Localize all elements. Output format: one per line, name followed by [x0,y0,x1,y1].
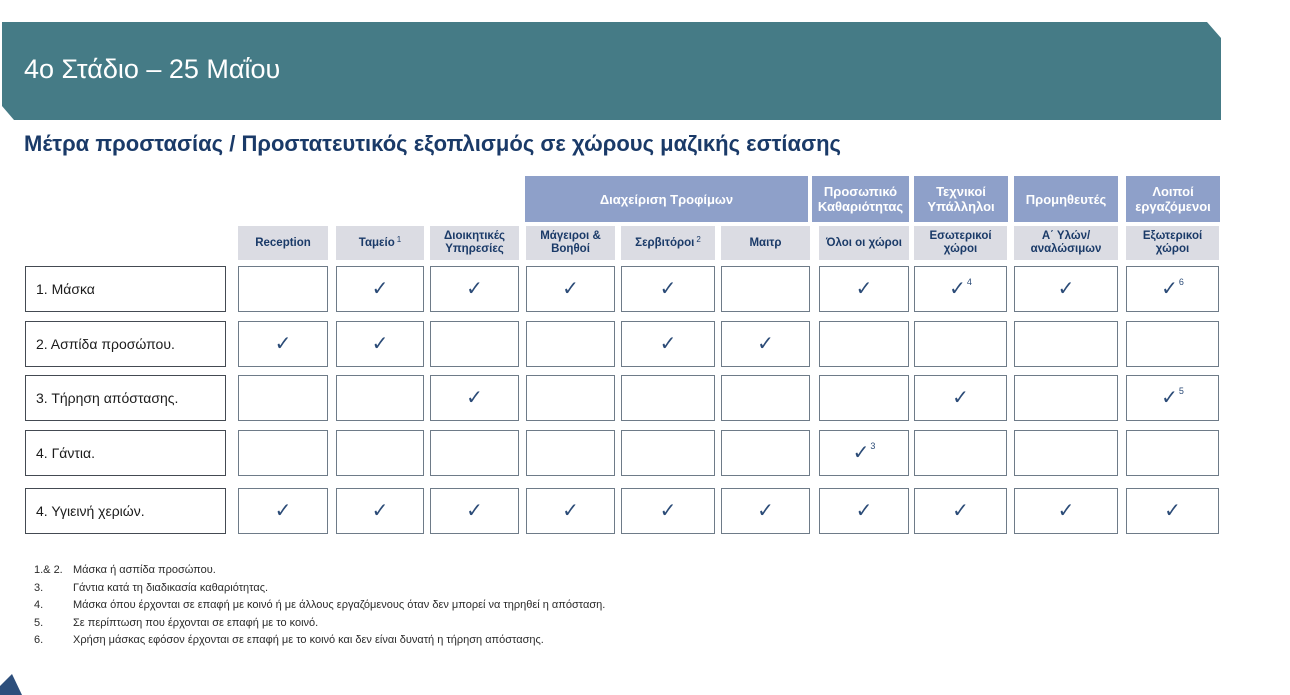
column-header [526,226,615,260]
footnote-text: Γάντια κατά τη διαδικασία καθαριότητας. [73,581,269,594]
slide-title: 4ο Στάδιο – 25 Μαΐου [24,54,281,84]
row-label: 3. Τήρηση απόστασης. [25,375,226,421]
check-icon: ✓ [466,278,483,300]
table-cell [336,321,424,367]
column-header [721,226,810,260]
column-header-label: Όλοι οι χώροι [826,236,902,249]
table-cell [1126,375,1219,421]
table-cell [819,321,909,367]
check-icon: ✓ [659,333,677,355]
check-icon: ✓ [466,387,483,409]
column-header-label: Reception [255,236,311,249]
table-cell [238,375,328,421]
footnote-text: Μάσκα όπου έρχονται σε επαφή με κοινό ή με άλλους εργαζόμενους όταν δεν μπορεί να τηρηθεί η απόσταση. [73,599,606,611]
table-cell [914,266,1007,312]
group-header-cleaning-staff: Προσωπικό Καθαριότητας [812,176,909,222]
table-cell [526,321,615,367]
check-icon: ✓ [952,387,969,409]
check-icon: ✓ [1057,500,1075,522]
footnote-ref: 2 [696,234,701,244]
table-cell [621,430,715,476]
table-cell [621,321,715,367]
table-cell [1126,266,1219,312]
table-cell [336,430,424,476]
column-header [819,226,909,260]
check-icon: ✓ [1164,500,1181,522]
table-cell [819,430,909,476]
table-cell [819,266,909,312]
check-icon: ✓ [757,333,774,355]
footnote-number: 4. [34,599,44,611]
table-cell [721,266,810,312]
group-header-technical-staff: Τεχνικοί Υπάλληλοι [914,176,1008,222]
check-icon: ✓ [659,278,677,300]
table-cell [1014,375,1118,421]
table-cell [526,375,615,421]
column-header-label: Α΄ Υλών/ αναλώσιμων [1030,230,1102,255]
check-icon: ✓ [952,500,969,522]
table-cell [1126,321,1219,367]
group-header-other-workers: Λοιποί εργαζόμενοι [1126,176,1220,222]
table-cell [721,375,810,421]
check-icon: ✓ [274,500,292,522]
footnote-text: Σε περίπτωση που έρχονται σε επαφή με το κοινό. [73,616,319,629]
table-cell [238,430,328,476]
footnote-text: Μάσκα ή ασπίδα προσώπου. [73,564,216,576]
table-cell [336,375,424,421]
footnote-number: 5. [34,616,44,629]
footnote-ref: 6 [1178,277,1184,287]
table-cell [238,266,328,312]
check-icon: ✓ [757,500,774,522]
table-cell [819,488,909,534]
column-header [1014,226,1118,260]
row-label: 4. Υγιεινή χεριών. [25,488,226,534]
footnote-ref: 4 [966,277,972,287]
check-icon: ✓ [949,278,966,300]
footnote-text: Χρήση μάσκας εφόσον έρχονται σε επαφή με το κοινό και δεν είναι δυνατή η τήρηση απόστασης. [73,634,544,646]
check-icon: ✓ [371,500,389,522]
table-cell [526,266,615,312]
table-cell [914,430,1007,476]
check-icon: ✓ [1057,278,1075,300]
table-subtitle: Μέτρα προστασίας / Προστατευτικός εξοπλισμός σε χώρους μαζικής εστίασης [24,131,841,156]
column-header-label: Εξωτερικοί χώροι [1142,230,1203,255]
table-cell [430,266,519,312]
table-cell [526,488,615,534]
column-header-label: Ταμείο [358,236,395,249]
column-header-label: Μαιτρ [749,236,782,249]
column-header [621,226,715,260]
column-header-label: Εσωτερικοί χώροι [929,230,992,255]
table-cell [914,321,1007,367]
table-cell [430,430,519,476]
table-cell [721,430,810,476]
footnote-ref: 3 [870,441,876,451]
check-icon: ✓ [1161,278,1178,300]
column-header [238,226,328,260]
table-cell [1126,488,1219,534]
table-cell [336,488,424,534]
table-cell [621,375,715,421]
check-icon: ✓ [274,333,292,355]
table-cell [1014,430,1118,476]
table-cell [430,321,519,367]
table-cell [336,266,424,312]
column-header-label: Διοικητικές Υπηρεσίες [443,230,506,255]
row-label: 2. Ασπίδα προσώπου. [25,321,226,367]
check-icon: ✓ [562,500,579,522]
table-cell [819,375,909,421]
table-cell [1126,430,1219,476]
check-icon: ✓ [659,500,677,522]
table-cell [238,321,328,367]
table-cell [238,488,328,534]
table-cell [914,488,1007,534]
footnote-number: 6. [34,634,44,646]
column-header [914,226,1007,260]
footnote-number: 3. [34,581,44,594]
table-cell [1014,488,1118,534]
row-label: 1. Μάσκα [25,266,226,312]
column-header-label: Σερβιτόροι [635,236,695,249]
table-cell [526,430,615,476]
table-cell [430,375,519,421]
footnote-ref: 1 [396,234,402,244]
table-cell [430,488,519,534]
check-icon: ✓ [562,278,579,300]
column-header [1126,226,1219,260]
check-icon: ✓ [855,500,873,522]
column-header [336,226,424,260]
column-header-label: Μάγειροι & Βοηθοί [540,230,601,255]
footnote-number: 1.& 2. [34,564,63,576]
check-icon: ✓ [852,442,870,464]
group-header-food-management: Διαχείριση Τροφίμων [525,176,808,222]
group-header-suppliers: Προμηθευτές [1014,176,1118,222]
check-icon: ✓ [371,278,389,300]
table-cell [721,321,810,367]
table-cell [621,488,715,534]
footnote-ref: 5 [1178,386,1184,396]
column-header [430,226,519,260]
check-icon: ✓ [855,278,873,300]
table-cell [1014,266,1118,312]
table-cell [621,266,715,312]
check-icon: ✓ [1161,387,1178,409]
check-icon: ✓ [466,500,483,522]
check-icon: ✓ [371,333,389,355]
table-cell [721,488,810,534]
table-cell [914,375,1007,421]
table-cell [1014,321,1118,367]
corner-decoration [0,674,22,695]
row-label: 4. Γάντια. [25,430,226,476]
